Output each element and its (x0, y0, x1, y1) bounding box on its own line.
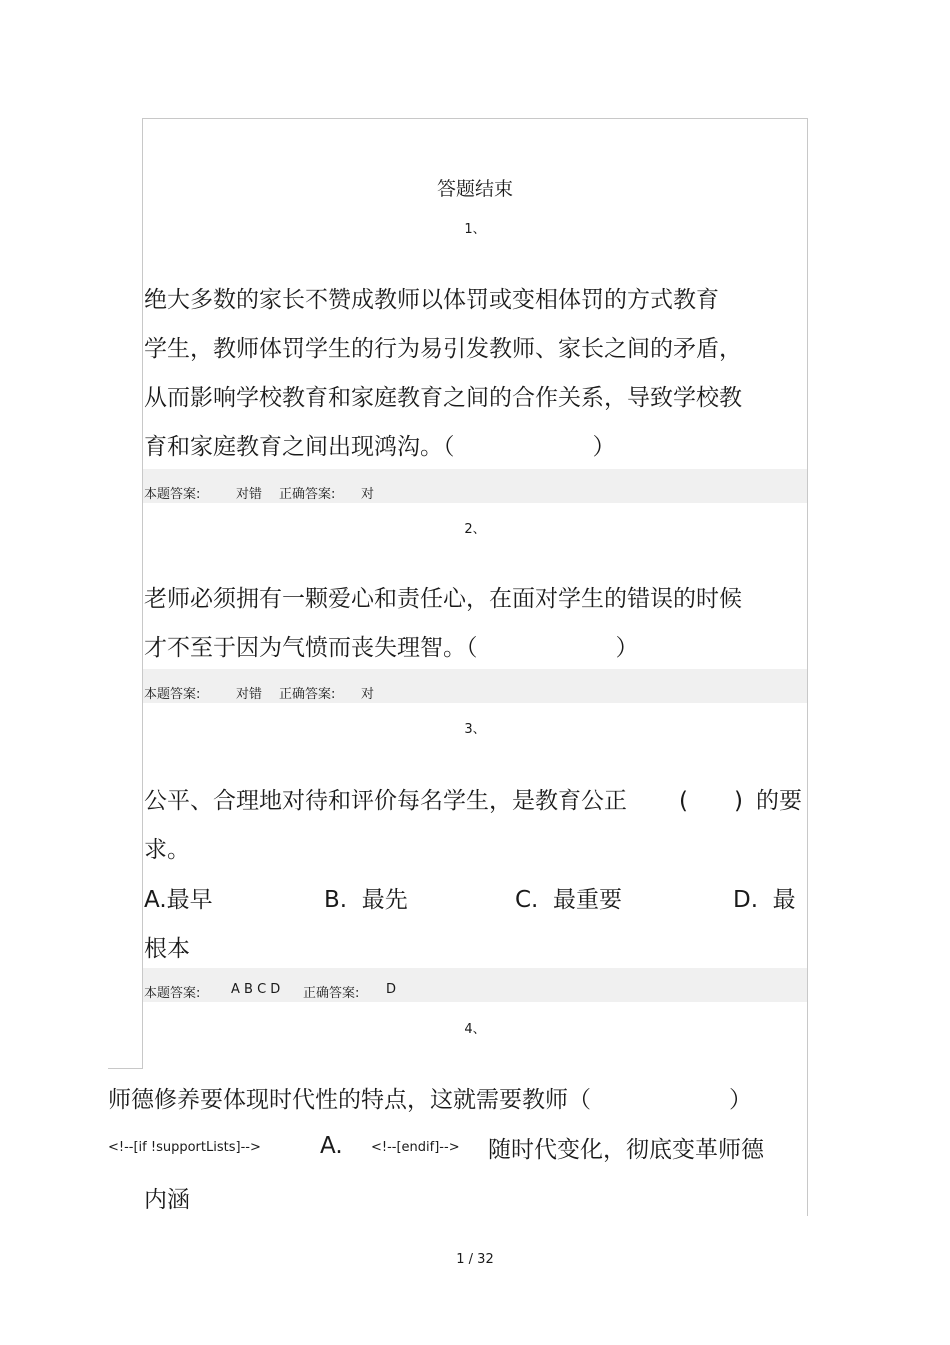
question-1-line-4: 育和家庭教育之间出现鸿沟。（ ） (144, 434, 616, 460)
your-answer-value: A B C D (231, 982, 281, 997)
question-1-line-2: 学生，教师体罚学生的行为易引发教师、家长之间的矛盾， (144, 336, 742, 362)
question-4-number: 4、 (464, 1022, 486, 1037)
question-1-line-1: 绝大多数的家长不赞成教师以体罚或变相体罚的方式教育 (144, 287, 719, 313)
question-1-answer-bar (143, 469, 807, 503)
question-1-line-3: 从而影响学校教育和家庭教育之间的合作关系，导致学校教 (144, 385, 742, 411)
option-d-label: D. (733, 887, 759, 913)
your-answer-value: 对错 (236, 487, 263, 502)
question-4-stem: 师德修养要体现时代性的特点，这就需要教师（ ） (108, 1087, 752, 1113)
correct-answer-label: 正确答案: (303, 986, 360, 1001)
correct-answer-value: 对 (361, 687, 375, 702)
question-3-answer-bar (143, 968, 807, 1002)
question-3-option-d (733, 881, 796, 914)
question-3-blank-paren: ( ) (679, 788, 743, 814)
correct-answer-label: 正确答案: (279, 487, 336, 502)
page-number: 1 / 32 (456, 1252, 494, 1267)
question-4-comment-close: <!--[endif]--> (371, 1140, 460, 1155)
content-frame-notch (108, 1068, 143, 1069)
your-answer-label: 本题答案: (144, 986, 201, 1001)
correct-answer-label: 正确答案: (279, 687, 336, 702)
option-a-text: 最早 (166, 887, 213, 913)
your-answer-value: 对错 (236, 687, 263, 702)
option-a-label: A. (144, 887, 167, 913)
question-2-line-1: 老师必须拥有一颗爱心和责任心，在面对学生的错误的时候 (144, 586, 742, 612)
question-3-option-a (144, 881, 213, 914)
question-3-option-c (515, 881, 622, 914)
question-2-answer-bar (143, 669, 807, 703)
option-d-text: 最 (772, 887, 796, 913)
question-2-line-2: 才不至于因为气愤而丧失理智。（ ） (144, 635, 639, 661)
correct-answer-value: D (386, 982, 397, 997)
option-b-label: B. (324, 887, 348, 913)
content-frame-top-border (142, 118, 808, 119)
option-b-text: 最先 (361, 887, 408, 913)
question-1-number: 1、 (464, 222, 486, 237)
content-frame-left-border (142, 118, 143, 1068)
question-4-comment-open: <!--[if !supportLists]--> (108, 1140, 261, 1155)
your-answer-label: 本题答案: (144, 687, 201, 702)
question-3-option-d-tail: 根本 (144, 936, 190, 962)
question-3-stem-part-1: 公平、合理地对待和评价每名学生，是教育公正 (144, 788, 627, 814)
your-answer-label: 本题答案: (144, 487, 201, 502)
question-4-option-a-text: 随时代变化，彻底变革师德 (488, 1137, 764, 1163)
page-title: 答题结束 (436, 178, 513, 200)
option-c-label: C. (515, 887, 539, 913)
correct-answer-value: 对 (361, 487, 375, 502)
question-3-option-b (324, 881, 408, 914)
question-3-number: 3、 (464, 722, 486, 737)
question-4-option-a-label: A. (320, 1133, 343, 1159)
content-frame-right-border (807, 118, 808, 1216)
question-3-stem-part-2: 的要 (756, 788, 802, 814)
question-4-option-a-tail: 内涵 (144, 1187, 190, 1213)
question-3-stem-line-2: 求。 (144, 837, 190, 863)
question-2-number: 2、 (464, 522, 486, 537)
option-c-text: 最重要 (553, 887, 622, 913)
